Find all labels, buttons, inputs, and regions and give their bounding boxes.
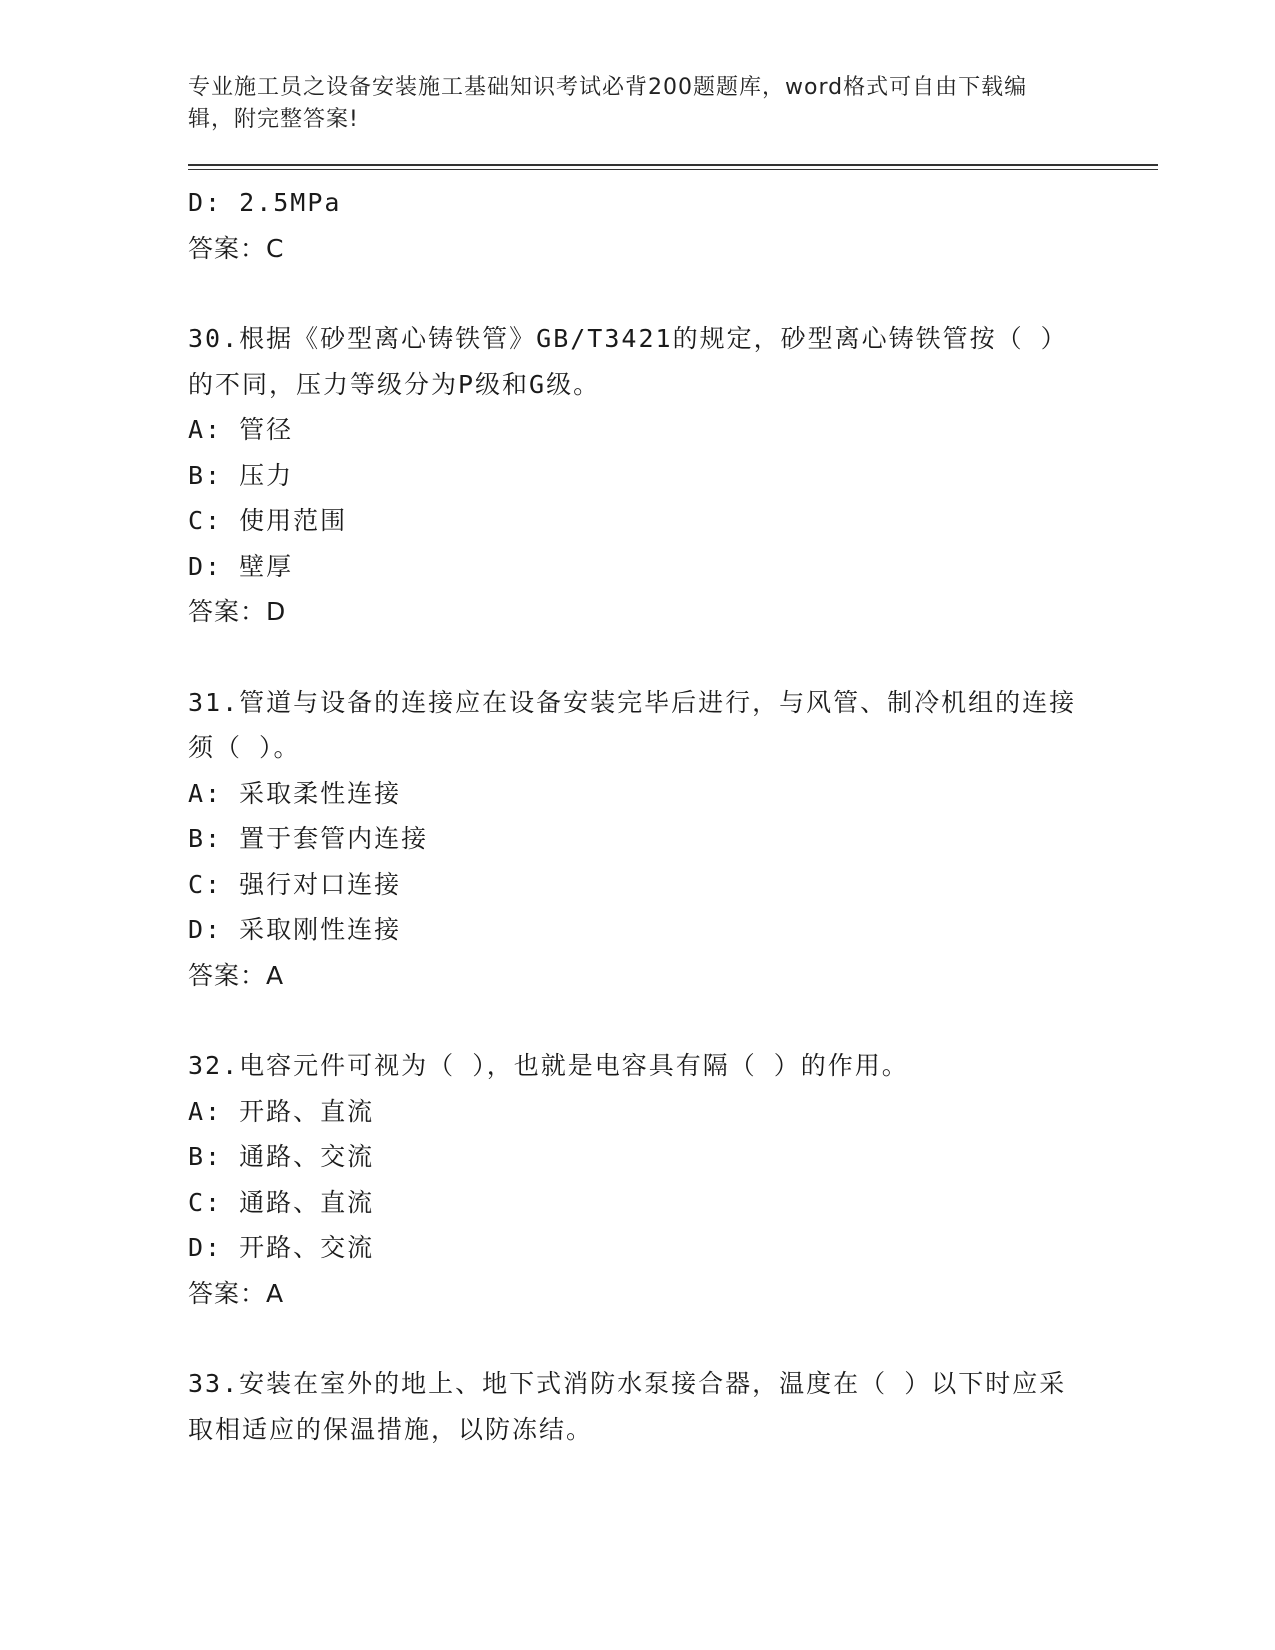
option-a: A: 采取柔性连接 [188,778,402,808]
header-divider [188,164,1158,170]
option-b: B: 压力 [188,460,294,490]
question-text: 30.根据《砂型离心铸铁管》GB/T3421的规定，砂型离心铸铁管按（ ）的不同，压力等级分为P级和G级。 [188,324,1068,399]
answer-line: 答案：C [188,233,285,263]
document-page [188,72,1158,1452]
question-text: 31.管道与设备的连接应在设备安装完毕后进行，与风管、制冷机组的连接须（ ）。 [188,687,1077,762]
option-d: D: 壁厚 [188,551,294,581]
question-text: 32.电容元件可视为（ ），也就是电容具有隔（ ）的作用。 [188,1051,909,1080]
option-b: B: 置于套管内连接 [188,824,429,853]
option-b: B: 通路、交流 [188,1142,375,1171]
answer-line: 答案：A [188,960,285,990]
option-c: C: 强行对口连接 [188,869,402,899]
option-d: D: 2.5MPa [188,188,342,217]
question-32 [188,1043,1158,1316]
option-d: D: 开路、交流 [188,1233,375,1262]
option-a: A: 开路、直流 [188,1096,375,1126]
document-header: 专业施工员之设备安装施工基础知识考试必背200题题库，word格式可自由下载编辑，附完整答案! [188,75,1028,132]
option-a: A: 管径 [188,415,294,444]
answer-line: 答案：A [188,1278,285,1308]
option-c: C: 通路、直流 [188,1187,375,1217]
document-content [188,180,1158,1452]
option-d: D: 采取刚性连接 [188,915,402,944]
question-text: 33.安装在室外的地上、地下式消防水泵接合器，温度在（ ）以下时应采取相适应的保温措施，以防冻结。 [188,1369,1067,1444]
question-30 [188,316,1158,635]
question-31 [188,680,1158,999]
answer-line: 答案：D [188,597,287,626]
option-c: C: 使用范围 [188,506,348,535]
question-33 [188,1361,1158,1452]
